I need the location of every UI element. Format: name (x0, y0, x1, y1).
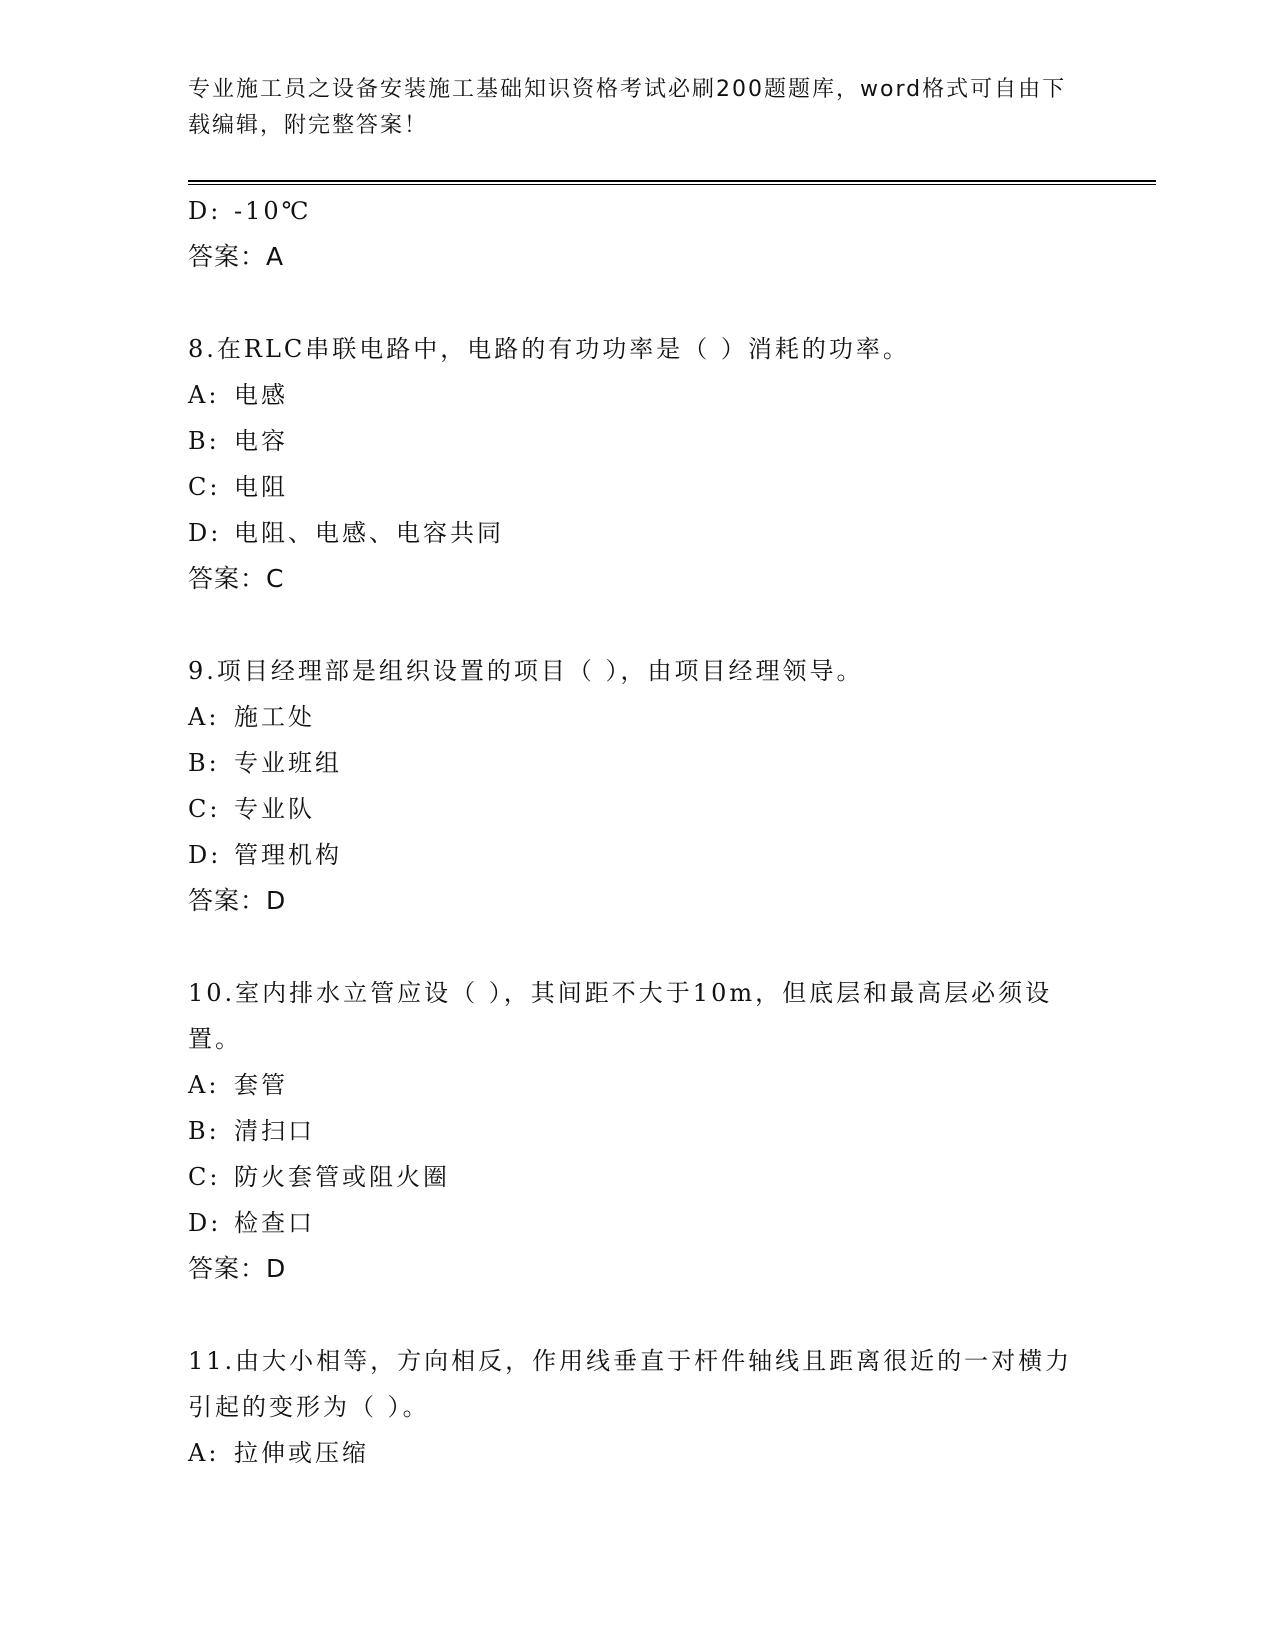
option-label: D: (188, 197, 222, 225)
option-b (188, 418, 1088, 464)
header-divider-thin (188, 184, 1156, 185)
document-header (188, 72, 1088, 144)
option-a (188, 372, 1088, 418)
spacer (188, 1292, 1088, 1338)
option-label: A: (188, 1071, 220, 1099)
spacer (188, 924, 1088, 970)
question-stem: 8.在RLC串联电路中，电路的有功功率是（ ）消耗的功率。 (188, 335, 910, 363)
option-text: 管理机构 (234, 841, 342, 869)
option-text: 电感 (234, 381, 288, 409)
answer-line: 答案：A (188, 242, 285, 271)
option-label: D: (188, 841, 222, 869)
option-b (188, 1108, 1088, 1154)
option-label: B: (188, 749, 220, 777)
header-divider-thick (188, 180, 1156, 182)
option-label: B: (188, 427, 220, 455)
question-stem: 11.由大小相等，方向相反，作用线垂直于杆件轴线且距离很近的一对横力引起的变形为（ ）。 (188, 1347, 1073, 1421)
option-d (188, 1200, 1088, 1246)
option-text: 拉伸或压缩 (234, 1439, 369, 1467)
option-c (188, 786, 1088, 832)
option-d (188, 188, 1088, 234)
question-stem: 9.项目经理部是组织设置的项目（ ），由项目经理领导。 (188, 657, 864, 685)
option-text: 清扫口 (234, 1117, 315, 1145)
option-a (188, 694, 1088, 740)
option-label: A: (188, 381, 220, 409)
option-b (188, 740, 1088, 786)
option-c (188, 1154, 1088, 1200)
header-title: 专业施工员之设备安装施工基础知识资格考试必刷200题题库，word格式可自由下载编辑，附完整答案！ (188, 77, 1067, 138)
answer-line: 答案：D (188, 1254, 287, 1283)
answer-line: 答案：C (188, 564, 285, 593)
spacer (188, 280, 1088, 326)
option-d (188, 832, 1088, 878)
option-label: D: (188, 519, 222, 547)
option-label: D: (188, 1209, 222, 1237)
option-text: 套管 (234, 1071, 288, 1099)
answer-line: 答案：D (188, 886, 287, 915)
spacer (188, 602, 1088, 648)
option-label: C: (188, 1163, 221, 1191)
option-text: 电阻、电感、电容共同 (234, 519, 504, 547)
option-text: 专业班组 (234, 749, 342, 777)
option-a (188, 1062, 1088, 1108)
option-label: A: (188, 703, 220, 731)
option-label: A: (188, 1439, 220, 1467)
option-text: 电阻 (234, 473, 288, 501)
document-body (188, 188, 1088, 1476)
option-c (188, 464, 1088, 510)
option-text: 专业队 (234, 795, 315, 823)
option-a (188, 1430, 1088, 1476)
option-text: 电容 (234, 427, 288, 455)
question-stem: 10.室内排水立管应设（ ），其间距不大于10m，但底层和最高层必须设置。 (188, 979, 1053, 1053)
option-text: 施工处 (234, 703, 315, 731)
option-label: C: (188, 795, 221, 823)
option-label: B: (188, 1117, 220, 1145)
option-text: 防火套管或阻火圈 (234, 1163, 450, 1191)
option-d (188, 510, 1088, 556)
option-label: C: (188, 473, 221, 501)
option-text: 检查口 (234, 1209, 315, 1237)
option-text: -10℃ (234, 197, 312, 225)
